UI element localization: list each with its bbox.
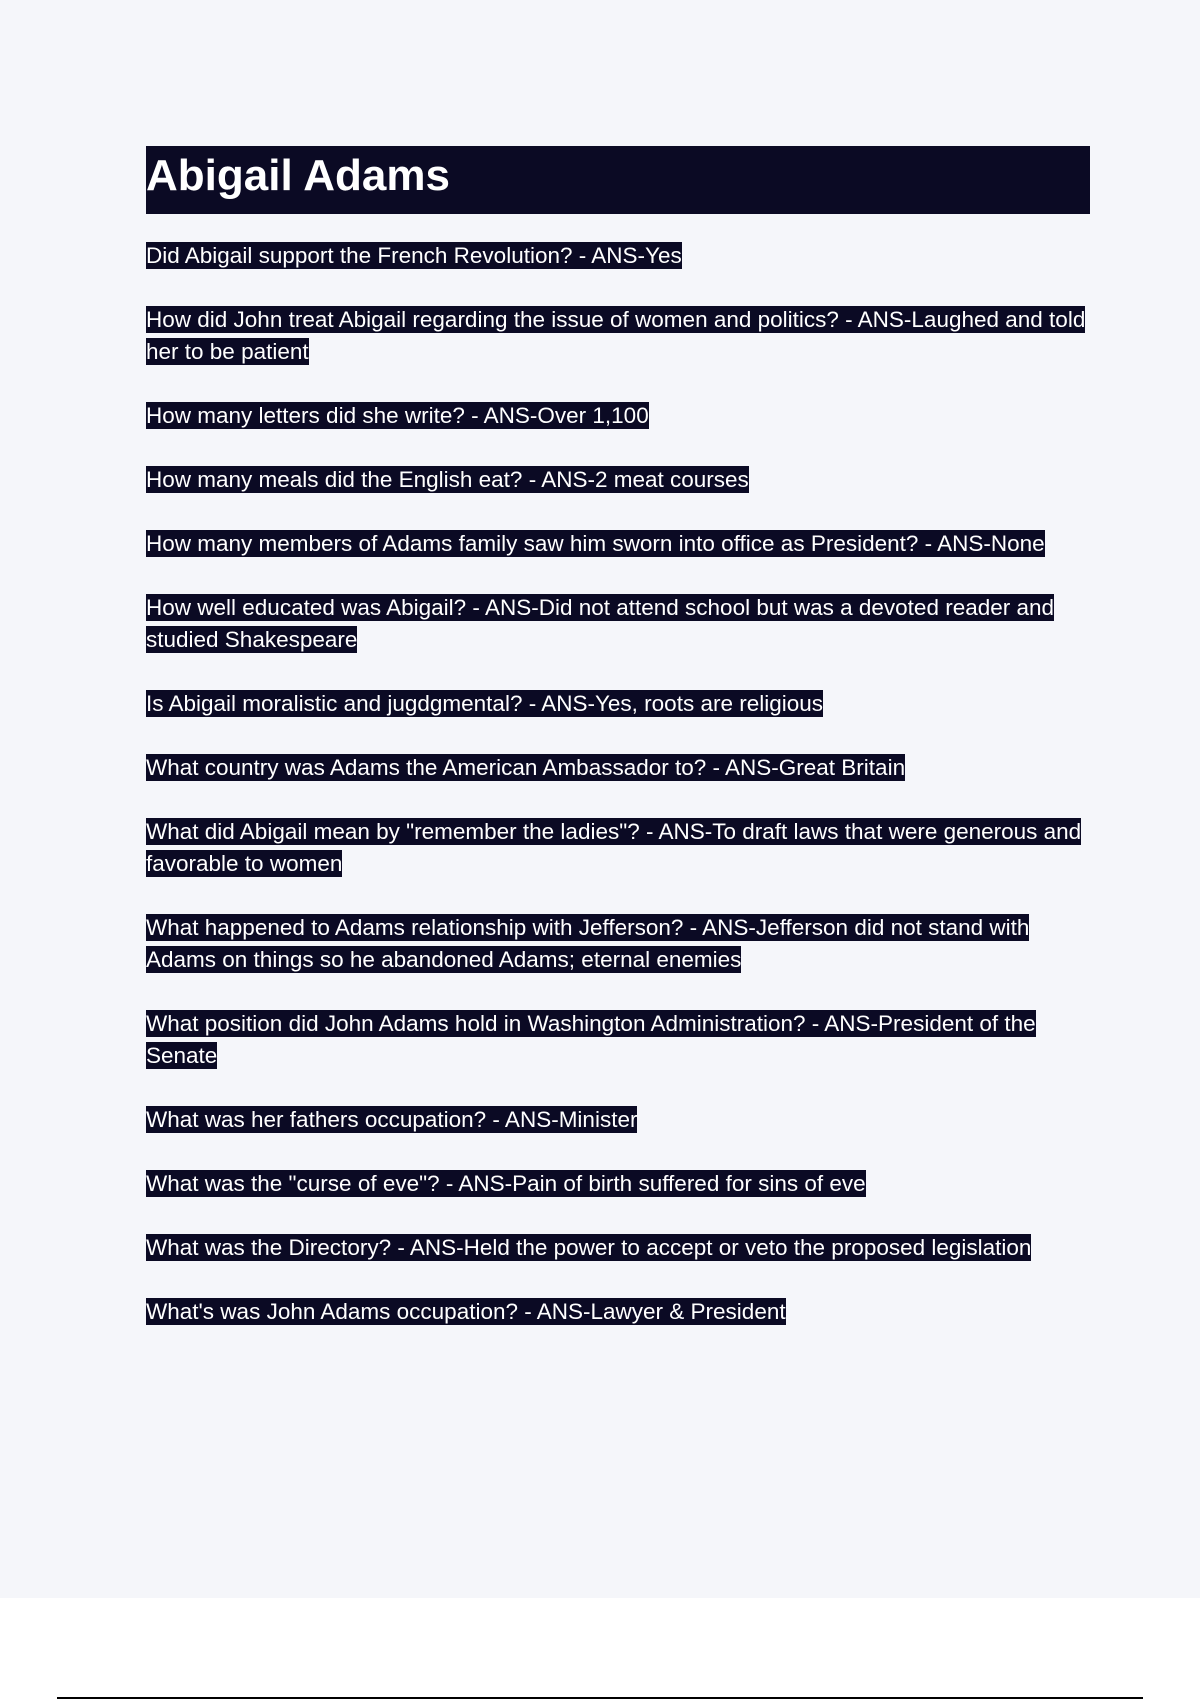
qa-text: Is Abigail moralistic and jugdgmental? - ANS-Yes, roots are religious (146, 691, 824, 716)
title-bar (146, 146, 1090, 214)
qa-item (146, 1232, 1086, 1264)
qa-text: What's was John Adams occupation? - ANS-Lawyer & President (146, 1299, 786, 1324)
qa-item (146, 688, 1086, 720)
qa-text: What did Abigail mean by "remember the ladies"? - ANS-To draft laws that were generous and favorable to women (146, 819, 1082, 876)
qa-text: Did Abigail support the French Revolution? - ANS-Yes (146, 243, 682, 268)
qa-item (146, 1168, 1086, 1200)
qa-text: How many meals did the English eat? - ANS-2 meat courses (146, 467, 749, 492)
qa-text: What position did John Adams hold in Washington Administration? - ANS-President of the Senate (146, 1011, 1036, 1068)
qa-item (146, 752, 1086, 784)
qa-text: How did John treat Abigail regarding the issue of women and politics? - ANS-Laughed and told her to be patient (146, 307, 1086, 364)
qa-item (146, 240, 1086, 272)
qa-item (146, 592, 1086, 656)
page-title: Abigail Adams (146, 151, 450, 200)
qa-item (146, 1008, 1086, 1072)
qa-item (146, 1296, 1086, 1328)
qa-item (146, 304, 1086, 368)
qa-text: What was the Directory? - ANS-Held the power to accept or veto the proposed legislation (146, 1235, 1032, 1260)
qa-item (146, 528, 1086, 560)
qa-text: What happened to Adams relationship with Jefferson? - ANS-Jefferson did not stand with Adams on things so he abandoned Adams; eternal enemies (146, 915, 1030, 972)
qa-list (146, 240, 1086, 1360)
footer-divider (57, 1697, 1143, 1699)
qa-text: What country was Adams the American Ambassador to? - ANS-Great Britain (146, 755, 906, 780)
qa-item (146, 1104, 1086, 1136)
qa-item (146, 912, 1086, 976)
qa-item (146, 464, 1086, 496)
qa-text: How many members of Adams family saw him sworn into office as President? - ANS-None (146, 531, 1045, 556)
qa-text: What was the "curse of eve"? - ANS-Pain of birth suffered for sins of eve (146, 1171, 866, 1196)
qa-text: How many letters did she write? - ANS-Over 1,100 (146, 403, 649, 428)
qa-item (146, 400, 1086, 432)
qa-text: How well educated was Abigail? - ANS-Did not attend school but was a devoted reader and studied Shakespeare (146, 595, 1055, 652)
qa-item (146, 816, 1086, 880)
qa-text: What was her fathers occupation? - ANS-Minister (146, 1107, 638, 1132)
